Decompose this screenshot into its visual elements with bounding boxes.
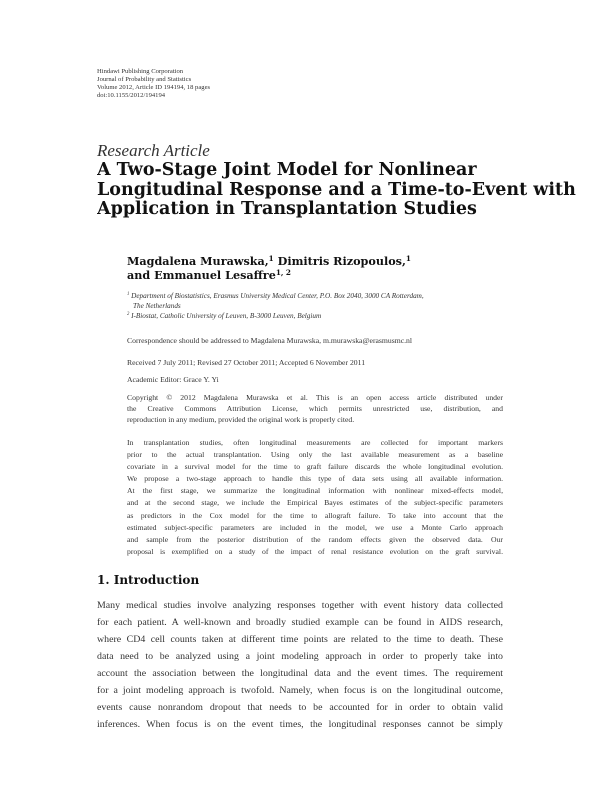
author-affiliation-mark: 1 [268, 254, 274, 263]
body-line: data need to be analyzed using a joint modeling approach in order to properly take into [97, 651, 503, 662]
affiliation-number: 1 [127, 292, 130, 297]
copyright-line: reproduction in any medium, provided the original work is properly cited. [127, 415, 355, 424]
author-list [127, 254, 411, 282]
copyright-line: the Creative Commons Attribution License, which permits unrestricted use, distribution, and [127, 404, 503, 413]
abstract [127, 437, 503, 558]
author-affiliation-mark: 1, 2 [275, 268, 291, 277]
abstract-line: as predictors in the Cox model for the time to allograft failure. To take into account that the [127, 510, 503, 520]
copyright-notice [127, 392, 503, 425]
affiliations [127, 292, 424, 322]
affiliation-number: 2 [127, 312, 130, 317]
affiliation-text: Department of Biostatistics, Erasmus University Medical Center, P.O. Box 2040, 3000 CA Rotterdam, [131, 292, 424, 300]
abstract-line: We propose a two-stage approach to handle this type of data sets using all available information. [127, 474, 503, 484]
abstract-line: In transplantation studies, often longitudinal measurements are collected for important markers [127, 438, 503, 447]
body-line: for each patient. A well-known and broadly studied example can be found in AIDS research, [97, 617, 503, 628]
doi-line: doi:10.1155/2012/194194 [97, 92, 166, 99]
abstract-line: and at the second stage, we include the Empirical Bayes estimates of the subject-specific parameters [127, 498, 503, 508]
copyright-line: Copyright © 2012 Magdalena Murawska et al. This is an open access article distributed under [127, 393, 503, 402]
author-name: Magdalena Murawska, [127, 254, 269, 268]
paper-title [97, 161, 576, 220]
author-affiliation-mark: 1 [405, 254, 411, 263]
title-line: A Two-Stage Joint Model for Nonlinear [97, 161, 477, 180]
body-line: account the association between the longitudinal data and the event times. The requirement [97, 668, 503, 679]
introduction-paragraph [97, 597, 503, 733]
body-line: for a joint modeling approach is twofold. Namely, when focus is on the longitudinal outcome, [97, 685, 503, 696]
abstract-line: proposal is exemplified on a study of the impact of renal resistance evolution on the graft survival. [127, 546, 503, 556]
affiliation-text: I-Biostat, Catholic University of Leuven, B-3000 Leuven, Belgium [131, 312, 322, 320]
body-line: inferences. When focus is on the event times, the longitudinal responses cannot be simply [97, 719, 503, 730]
title-line: Longitudinal Response and a Time-to-Event with [97, 180, 576, 200]
abstract-line: covariate in a survival model for the time to graft failure discards the whole longitudinal evolution. [127, 462, 503, 472]
article-type: Research Article [97, 141, 210, 160]
journal-line: Journal of Probability and Statistics [97, 76, 192, 83]
author-name: and Emmanuel Lesaffre [127, 268, 276, 282]
body-line: where CD4 cell counts taken at different time points are related to the time to death. These [97, 634, 503, 645]
volume-line: Volume 2012, Article ID 194194, 18 pages [97, 84, 211, 91]
affiliation-text: The Netherlands [133, 301, 181, 310]
body-line: Many medical studies involve analyzing responses together with event history data collected [97, 600, 503, 611]
abstract-line: At the first stage, we summarize the longitudinal information with nonlinear mixed-effects model, [127, 486, 503, 496]
publisher-line: Hindawi Publishing Corporation [97, 68, 184, 75]
dates: Received 7 July 2011; Revised 27 October 2011; Accepted 6 November 2011 [127, 358, 366, 367]
body-line: events cause nonrandom dropout that needs to be accounted for in order to obtain valid [97, 702, 503, 713]
correspondence: Correspondence should be addressed to Magdalena Murawska, m.murawska@erasmusmc.nl [127, 336, 413, 345]
academic-editor: Academic Editor: Grace Y. Yi [127, 375, 219, 384]
author-name: Dimitris Rizopoulos, [277, 254, 406, 268]
journal-header [97, 68, 210, 100]
abstract-line: and sample from the posterior distribution of the random effects given the observed data. Our [127, 534, 503, 544]
section-heading: 1. Introduction [97, 573, 200, 587]
abstract-line: prior to the actual transplantation. Using only the last available measurement as a baseline [127, 450, 503, 460]
title-line: Application in Transplantation Studies [97, 200, 477, 219]
abstract-line: estimated subject-specific parameters are included in the model, we use a Monte Carlo approach [127, 522, 503, 532]
